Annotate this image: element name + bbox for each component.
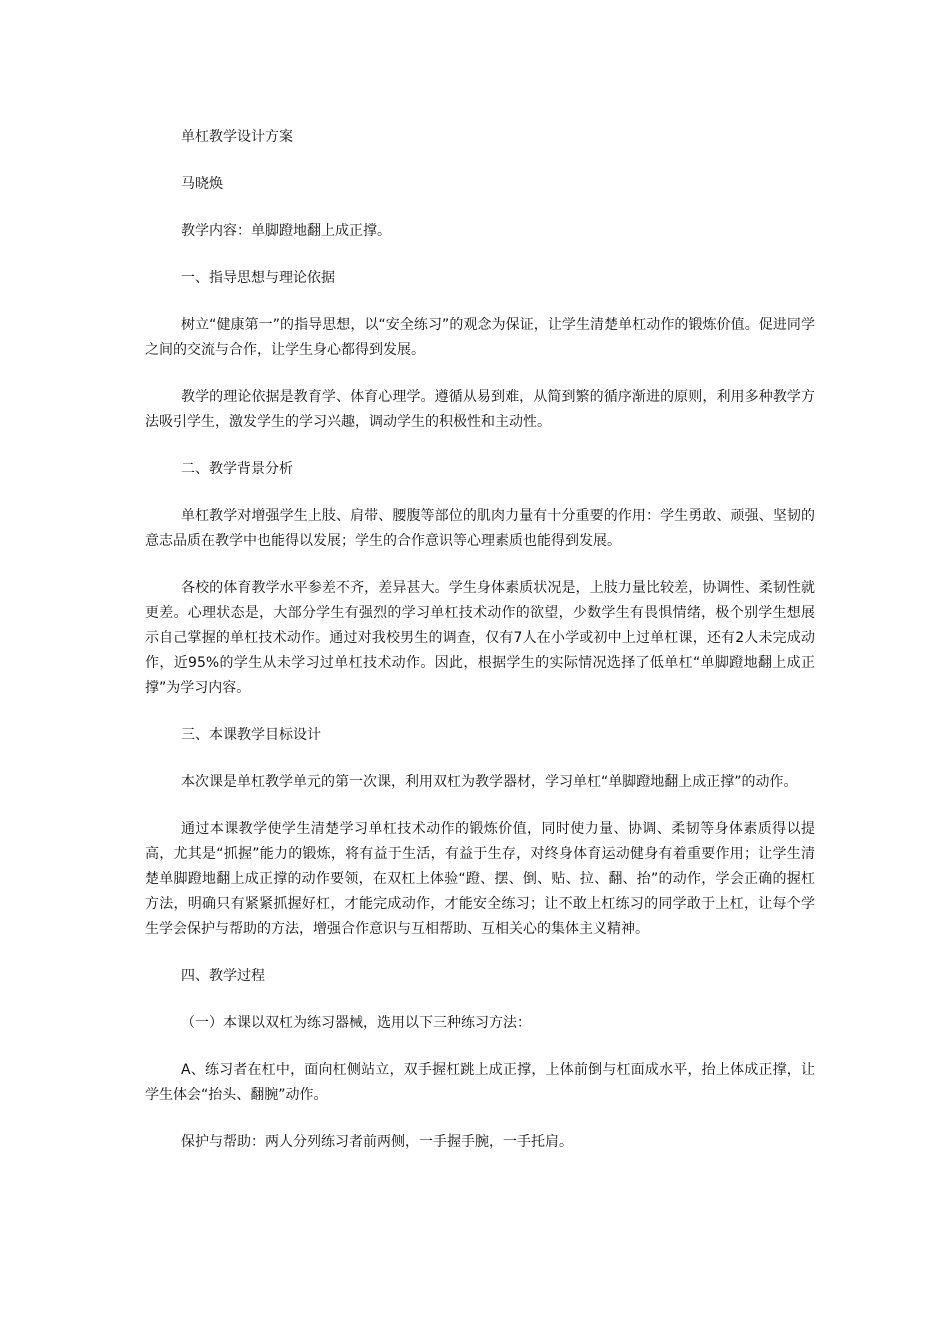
paragraph: （一）本课以双杠为练习器械，选用以下三种练习方法： — [181, 1015, 531, 1031]
section-heading: 四、教学过程 — [181, 968, 265, 984]
document-title: 单杠教学设计方案 — [181, 129, 293, 145]
paragraph: 本次课是单杠教学单元的第一次课，利用双杠为教学器材，学习单杠“单脚蹬地翻上成正撑”的动作。 — [181, 774, 798, 790]
section-heading: 一、指导思想与理论依据 — [181, 270, 335, 286]
teaching-content: 教学内容：单脚蹬地翻上成正撑。 — [181, 223, 391, 239]
paragraph: A、练习者在杠中，面向杠侧站立，双手握杠跳上成正撑，上体前倒与杠面成水平，抬上体成正撑，让学生体会“抬头、翻腕”动作。 — [145, 1062, 815, 1103]
paragraph: 保护与帮助：两人分列练习者前两侧，一手握手腕，一手托肩。 — [181, 1134, 573, 1150]
document-page — [145, 125, 815, 1177]
paragraph: 各校的体育教学水平参差不齐，差异甚大。学生身体素质状况是，上肢力量比较差，协调性、柔韧性就更差。心理状态是，大部分学生有强烈的学习单杠技术动作的欲望，少数学生有畏惧情绪，极个别学生想展示自己掌握的单杠技术动作。通过对我校男生的调查，仅有7人在小学或初中上过单杠课，还有2人未完成动作，近95%的学生从未学习过单杠技术动作。因此，根据学生的实际情况选择了低单杠“单脚蹬地翻上成正撑”为学习内容。 — [145, 580, 815, 696]
paragraph: 树立“健康第一”的指导思想，以“安全练习”的观念为保证，让学生清楚单杠动作的锻炼价值。促进同学之间的交流与合作，让学生身心都得到发展。 — [145, 317, 815, 358]
section-heading: 三、本课教学目标设计 — [181, 727, 321, 743]
document-author: 马晓焕 — [181, 176, 223, 192]
paragraph: 教学的理论依据是教育学、体育心理学。遵循从易到难，从简到繁的循序渐进的原则，利用多种教学方法吸引学生，激发学生的学习兴趣，调动学生的积极性和主动性。 — [145, 389, 815, 430]
section-heading: 二、教学背景分析 — [181, 461, 293, 477]
paragraph: 通过本课教学使学生清楚学习单杠技术动作的锻炼价值，同时使力量、协调、柔韧等身体素质得以提高，尤其是“抓握”能力的锻炼，将有益于生活，有益于生存，对终身体育运动健身有着重要作用；让学生清楚单脚蹬地翻上成正撑的动作要领，在双杠上体验“蹬、摆、倒、贴、拉、翻、抬”的动作，学会正确的握杠方法，明确只有紧紧抓握好杠，才能完成动作，才能安全练习；让不敢上杠练习的同学敢于上杠，让每个学生学会保护与帮助的方法，增强合作意识与互相帮助、互相关心的集体主义精神。 — [145, 821, 815, 937]
paragraph: 单杠教学对增强学生上肢、肩带、腰腹等部位的肌肉力量有十分重要的作用：学生勇敢、顽强、坚韧的意志品质在教学中也能得以发展；学生的合作意识等心理素质也能得到发展。 — [145, 508, 815, 549]
